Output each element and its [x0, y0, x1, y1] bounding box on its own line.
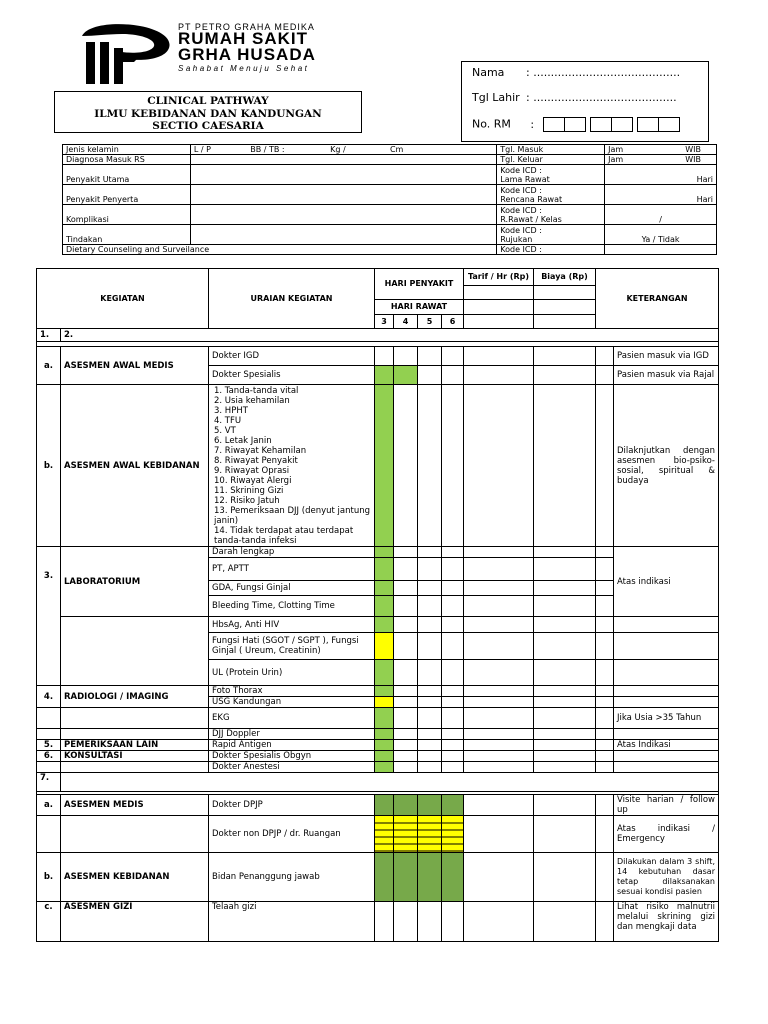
kebidanan-item: 9. Riwayat Oprasi [214, 466, 290, 476]
value-komplikasi[interactable] [190, 205, 496, 225]
label-komplikasi: Komplikasi [63, 205, 191, 225]
uraian-ul: UL (Protein Urin) [209, 660, 375, 686]
label-tgl-masuk: Tgl. Masuk [497, 145, 605, 155]
ket-gizi: Lihat risiko malnutrii melalui skrining gizi dan mengkaji data [614, 902, 719, 942]
value-jam-masuk[interactable]: Jam WIB [605, 145, 717, 155]
row-label-7b: b. [37, 853, 61, 902]
uraian-fungsi-hati: Fungsi Hati (SGOT / SGPT ), Fungsi Ginjal ( Ureum, Creatinin) [209, 633, 375, 660]
ket-dpjp: Visite harian / follow up [614, 795, 719, 816]
clinical-pathway-table [36, 268, 719, 942]
cell-day4[interactable] [394, 347, 418, 366]
value-jam-keluar[interactable]: Jam WIB [605, 155, 717, 165]
header-day-4: 4 [394, 315, 418, 329]
row-label-7c: c. [37, 902, 61, 942]
ket-ekg: Jika Usia >35 Tahun [614, 708, 719, 729]
kebidanan-item-list [212, 386, 371, 546]
label-kg: Kg / [327, 145, 387, 155]
cell-day3[interactable] [375, 347, 394, 366]
uraian-foto-thorax: Foto Thorax [209, 686, 375, 697]
brand-company: PT PETRO GRAHA MEDIKA [178, 22, 315, 32]
kebidanan-item: 7. Riwayat Kehamilan [214, 446, 307, 456]
row-title-asesmen-awal-kebidanan: ASESMEN AWAL KEBIDANAN [61, 385, 209, 547]
ket-pemeriksaan-lain: Atas Indikasi [614, 740, 719, 751]
header-day-6: 6 [442, 315, 464, 329]
brand-name-line1: RUMAH SAKIT [178, 29, 308, 48]
value-lp[interactable]: L / P [190, 145, 247, 155]
header-day-3: 3 [375, 315, 394, 329]
row-label-7a: a. [37, 795, 61, 816]
rm-number-boxes[interactable] [544, 118, 680, 131]
ket-kebidanan-7b: Dilakukan dalam 3 shift, 14 kebutuhan dasar tetap dilaksanakan sesuai kondisi pasien [614, 853, 719, 902]
uraian-hbsag: HbsAg, Anti HIV [209, 617, 375, 633]
header-kegiatan: KEGIATAN [37, 269, 209, 329]
value-rencana-rawat[interactable]: Hari [605, 185, 717, 205]
label-jenis-kelamin: Jenis kelamin [63, 145, 191, 155]
row-label-b: b. [37, 385, 61, 547]
patient-rm-colon: : [530, 117, 535, 131]
cell-day3-green[interactable] [375, 366, 394, 385]
header-day-5: 5 [418, 315, 442, 329]
header-hari-penyakit: HARI PENYAKIT [375, 269, 464, 300]
header-uraian: URAIAN KEGIATAN [209, 269, 375, 329]
value-rujukan[interactable]: Ya / Tidak [605, 225, 717, 245]
kebidanan-item: 1. Tanda-tanda vital [214, 386, 299, 396]
ket-kebidanan: Dilaknjutkan dengan asesmen bio-psiko-sosial, spiritual & budaya [614, 385, 719, 547]
label-rencana-rawat: Kode ICD : Rencana Rawat [497, 185, 605, 205]
row-label-5: 5. [37, 740, 61, 751]
kebidanan-items [209, 385, 375, 547]
kebidanan-item: 5. VT [214, 426, 236, 436]
value-lama-rawat[interactable]: Hari [605, 165, 717, 185]
row-title-laboratorium: LABORATORIUM [61, 547, 209, 617]
cell-day3-green[interactable] [375, 385, 394, 547]
patient-name-field[interactable]: : .......................................... [526, 66, 681, 79]
ket-laboratorium: Atas indikasi [614, 547, 719, 617]
label-lama-rawat: Kode ICD : Lama Rawat [497, 165, 605, 185]
label-diagnosa: Diagnosa Masuk RS [63, 155, 191, 165]
uraian-dokter-anestesi: Dokter Anestesi [209, 762, 375, 773]
section-number-7: 7. [37, 773, 61, 792]
row-title-pemeriksaan-lain: PEMERIKSAAN LAIN [61, 740, 209, 751]
uraian-rapid-antigen: Rapid Antigen [209, 740, 375, 751]
row-label-4: 4. [37, 686, 61, 708]
label-bbtb: BB / TB : [247, 145, 327, 155]
ket-rajal: Pasien masuk via Rajal [614, 366, 719, 385]
kebidanan-item: 14. Tidak terdapat atau terdapat tanda-tanda infeksi [214, 526, 354, 546]
uraian-gda: GDA, Fungsi Ginjal [209, 581, 375, 596]
label-rawat-kelas: Kode ICD : R.Rawat / Kelas [497, 205, 605, 225]
uraian-dokter-spesialis: Dokter Spesialis [209, 366, 375, 385]
uraian-djj-doppler: DJJ Doppler [209, 729, 375, 740]
kebidanan-item: 3. HPHT [214, 406, 248, 416]
uraian-telaah-gizi: Telaah gizi [209, 902, 375, 942]
kebidanan-item: 13. Pemeriksaan DJJ (denyut jantung janin) [214, 506, 370, 526]
row-title-asesmen-medis: ASESMEN MEDIS [61, 795, 209, 816]
row-title-asesmen-awal-medis: ASESMEN AWAL MEDIS [61, 347, 209, 385]
uraian-pt-aptt: PT, APTT [209, 558, 375, 581]
kebidanan-item: 4. TFU [214, 416, 242, 426]
kebidanan-item: 10. Riwayat Alergi [214, 476, 292, 486]
cell-day4-green[interactable] [394, 366, 418, 385]
uraian-dokter-non-dpjp: Dokter non DPJP / dr. Ruangan [209, 816, 375, 853]
ket-non-dpjp: Atas indikasi / Emergency [614, 816, 719, 853]
uraian-dokter-obgyn: Dokter Spesialis Obgyn [209, 751, 375, 762]
title-line3: SECTIO CAESARIA [152, 120, 264, 132]
row-title-konsultasi: KONSULTASI [61, 751, 209, 762]
kebidanan-item: 12. Risiko Jatuh [214, 496, 280, 506]
value-tindakan[interactable] [190, 225, 496, 245]
value-penyakit-penyerta[interactable] [190, 185, 496, 205]
label-dietary: Dietary Counseling and Surveilance [63, 245, 497, 255]
row-label-6: 6. [37, 751, 61, 762]
row-label-3: 3. [37, 547, 61, 686]
patient-dob-row [472, 91, 677, 104]
ket-igd: Pasien masuk via IGD [614, 347, 719, 366]
label-penyakit-penyerta: Penyakit Penyerta [63, 185, 191, 205]
hospital-logo [78, 22, 368, 86]
value-dietary-icd[interactable] [605, 245, 717, 255]
uraian-bidan: Bidan Penanggung jawab [209, 853, 375, 902]
kebidanan-item: 8. Riwayat Penyakit [214, 456, 298, 466]
label-tindakan: Tindakan [63, 225, 191, 245]
uraian-bleeding-time: Bleeding Time, Clotting Time [209, 596, 375, 617]
uraian-dokter-igd: Dokter IGD [209, 347, 375, 366]
patient-identity-box [461, 61, 709, 142]
header-biaya: Biaya (Rp) [534, 269, 596, 286]
uraian-ekg: EKG [209, 708, 375, 729]
uraian-dokter-dpjp: Dokter DPJP [209, 795, 375, 816]
row-title-asesmen-kebidanan: ASESMEN KEBIDANAN [61, 853, 209, 902]
label-tgl-keluar: Tgl. Keluar [497, 155, 605, 165]
label-rujukan: Kode ICD : Rujukan [497, 225, 605, 245]
header-hari-rawat: HARI RAWAT [375, 300, 464, 315]
title-line1: CLINICAL PATHWAY [147, 95, 269, 107]
patient-name-label: Nama [472, 66, 505, 79]
value-penyakit-utama[interactable] [190, 165, 496, 185]
header-tarif: Tarif / Hr (Rp) [464, 269, 534, 286]
row-title-asesmen-gizi: ASESMEN GIZI [61, 902, 209, 942]
row-title-radiologi: RADIOLOGI / IMAGING [61, 686, 209, 708]
section-number-1: 1. [37, 329, 61, 342]
patient-rm-label: No. RM [472, 117, 511, 131]
section-number-2: 2. [61, 329, 209, 342]
document-title [54, 91, 362, 133]
row-label-a: a. [37, 347, 61, 385]
patient-info-table [62, 144, 717, 255]
patient-dob-label: Tgl Lahir [472, 91, 520, 104]
kebidanan-item: 11. Skrining Gizi [214, 486, 284, 496]
label-cm: Cm [387, 145, 497, 155]
value-rawat-kelas[interactable]: / [605, 205, 717, 225]
patient-rm-row [472, 117, 680, 132]
kebidanan-item: 2. Usia kehamilan [214, 396, 290, 406]
header-keterangan: KETERANGAN [596, 269, 719, 329]
label-dietary-icd: Kode ICD : [497, 245, 605, 255]
logo-mark-icon [78, 22, 178, 86]
brand-name-line2: GRHA HUSADA [178, 45, 316, 64]
brand-tagline: Sahabat Menuju Sehat [178, 64, 310, 73]
patient-dob-field[interactable]: : ......................................... [526, 91, 677, 104]
label-penyakit-utama: Penyakit Utama [63, 165, 191, 185]
uraian-usg: USG Kandungan [209, 697, 375, 708]
kebidanan-item: 6. Letak Janin [214, 436, 272, 446]
title-line2: ILMU KEBIDANAN DAN KANDUNGAN [94, 107, 322, 120]
value-diagnosa[interactable] [190, 155, 496, 165]
uraian-darah-lengkap: Darah lengkap [209, 547, 375, 558]
patient-name-row [472, 66, 681, 79]
